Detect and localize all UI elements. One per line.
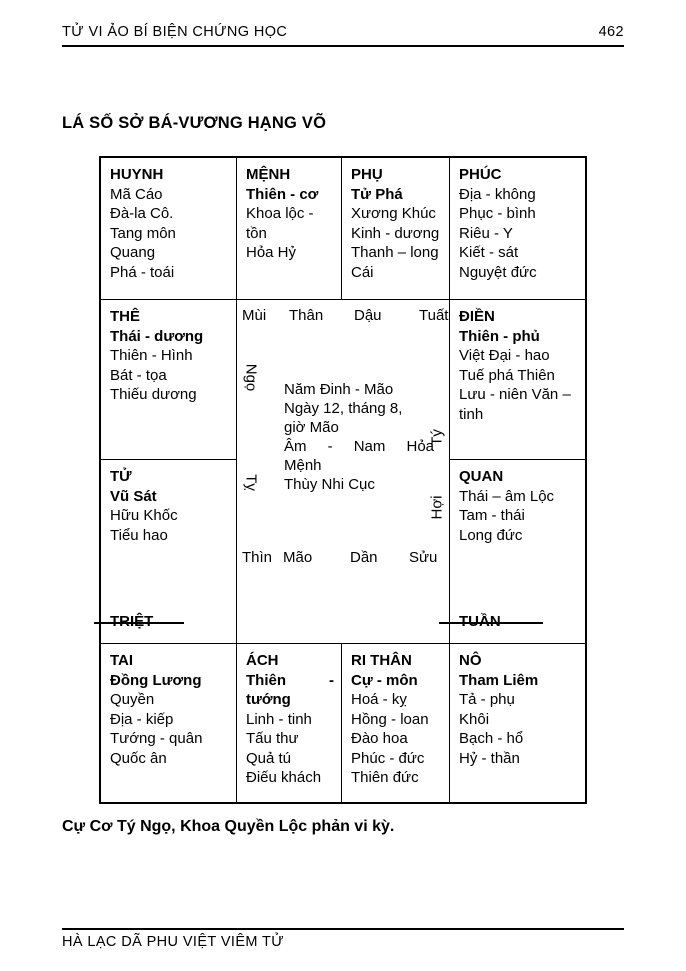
star-line: Quang — [110, 244, 156, 261]
star-line: Hữu Khốc — [110, 507, 178, 524]
palace-title: ĐIỀN — [459, 308, 495, 325]
star-line: Quyền — [110, 691, 155, 708]
birth-info-block — [284, 380, 434, 494]
tuan-marker — [459, 612, 501, 632]
branch-than: Thân — [289, 307, 324, 324]
birth-day-month: Ngày 12, tháng 8, — [284, 400, 403, 417]
star-line: Cái — [351, 263, 374, 281]
main-star-line: Thiên - tướng — [246, 671, 334, 708]
branch-suu: Sửu — [409, 549, 438, 566]
main-star-line: Tham Liêm — [459, 671, 539, 689]
star-line: Khôi — [459, 710, 490, 728]
branch-ngo-rotated: Ngọ — [242, 363, 260, 392]
star-line: Hỏa Hỷ — [246, 244, 297, 261]
star-line: Xương Khúc — [351, 205, 436, 222]
star-line: Địa - không — [459, 185, 536, 203]
palace-phuc — [450, 158, 585, 300]
star-line: Phá - toái — [110, 263, 175, 281]
palace-quan — [450, 460, 585, 644]
palace-title: PHÚC — [459, 166, 502, 183]
branch-ty-left-rotated: Tỵ — [242, 474, 260, 491]
palace-title: TỬ — [110, 468, 132, 485]
palace-dien — [450, 300, 585, 460]
palace-no — [450, 644, 585, 802]
star-line: Tả - phụ — [459, 691, 515, 708]
main-star-line: Thái - dương — [110, 327, 204, 345]
star-line: Phúc - đức — [351, 749, 425, 767]
bottom-note: Cự Cơ Tý Ngọ, Khoa Quyền Lộc phản vi kỳ. — [62, 818, 395, 835]
star-line: Linh - tinh — [246, 710, 312, 728]
main-star-line: Đồng Lương — [110, 671, 202, 689]
palace-title: HUYNH — [110, 166, 164, 183]
star-line: Bạch - hổ — [459, 730, 524, 747]
star-line: Thiên - Hình — [110, 347, 193, 364]
branch-tuat: Tuất — [419, 307, 449, 324]
palace-menh — [237, 158, 342, 300]
main-star-line: Cự - môn — [351, 671, 418, 689]
main-star-line: Vũ Sát — [110, 487, 157, 505]
tuvi-chart-table — [99, 156, 587, 804]
birth-year: Năm Đinh - Mão — [284, 381, 394, 398]
palace-title: ÁCH — [246, 652, 279, 669]
palace-phu — [342, 158, 450, 300]
palace-title: THÊ — [110, 308, 140, 325]
branch-thin: Thìn — [242, 549, 273, 566]
main-star-line: Tử Phá — [351, 185, 403, 203]
star-line: Nguyệt đức — [459, 263, 537, 281]
palace-the — [101, 300, 237, 460]
star-line: Thái – âm Lộc — [459, 487, 555, 505]
cuc-line: Thùy Nhi Cục — [284, 476, 375, 493]
page-number: 462 — [598, 24, 624, 40]
branch-ty-right-rotated: Tý — [428, 429, 446, 446]
star-line: Quả tú — [246, 749, 292, 767]
main-star-line: Thiên - cơ — [246, 185, 319, 203]
palace-rithan — [342, 644, 450, 802]
star-line: Riêu - Y — [459, 224, 513, 242]
star-line: Tiểu hao — [110, 526, 168, 544]
palace-title: TAI — [110, 652, 134, 669]
chart-center-cell — [237, 300, 450, 644]
tuan-strike-line — [439, 622, 543, 624]
star-line: Tấu thư — [246, 730, 299, 747]
page-header — [62, 24, 624, 47]
palace-tu — [101, 460, 237, 644]
star-line: Tam - thái — [459, 507, 525, 524]
star-line: Khoa lộc - tồn — [246, 205, 314, 242]
palace-ach — [237, 644, 342, 802]
palace-huynh — [101, 158, 237, 300]
running-title: TỬ VI ẢO BÍ BIỆN CHỨNG HỌC — [62, 24, 288, 40]
star-line: Thiên đức — [351, 769, 419, 786]
star-line: Kinh - dương — [351, 224, 440, 242]
branch-mui: Mùi — [242, 307, 267, 324]
palace-title: PHỤ — [351, 166, 383, 183]
palace-title: NÔ — [459, 652, 482, 669]
star-line: Phục - bình — [459, 205, 536, 222]
main-star-line: Thiên - phủ — [459, 327, 540, 345]
star-line: Thanh – long — [351, 244, 439, 261]
star-line: Quốc ân — [110, 749, 167, 767]
triet-strike-line — [94, 622, 184, 624]
footer-text: HÀ LẠC DÃ PHU VIỆT VIÊM TỬ — [62, 934, 285, 950]
star-line: Lưu - niên Văn – tinh — [459, 386, 571, 423]
triet-marker — [110, 612, 153, 632]
branch-hoi-rotated: Hợi — [428, 495, 446, 520]
star-line: Việt Đại - hao — [459, 347, 550, 364]
palace-title: MỆNH — [246, 166, 291, 183]
star-line: Điếu khách — [246, 769, 322, 786]
star-line: Địa - kiếp — [110, 710, 174, 728]
branch-dau: Dậu — [354, 307, 382, 324]
menh-word: Mệnh — [284, 457, 322, 474]
star-line: Long đức — [459, 526, 523, 544]
birth-hour: giờ Mão — [284, 419, 339, 436]
star-line: Mã Cáo — [110, 185, 163, 203]
star-line: Hỷ - thần — [459, 749, 520, 767]
palace-title: RI THÂN — [351, 652, 412, 669]
star-line: Hồng - loan — [351, 710, 429, 728]
star-line: Tang môn — [110, 224, 176, 242]
star-line: Tuế phá Thiên — [459, 366, 555, 384]
star-line: Đào hoa — [351, 730, 408, 747]
palace-tai — [101, 644, 237, 802]
branch-dan: Dần — [350, 549, 378, 566]
star-line: Đà-la Cô. — [110, 205, 174, 222]
star-line: Bát - tọa — [110, 366, 167, 384]
star-line: Hoá - kỵ — [351, 691, 407, 708]
palace-title: QUAN — [459, 468, 504, 485]
star-line: Tướng - quân — [110, 730, 203, 747]
chart-title: LÁ SỐ SỞ BÁ-VƯƠNG HẠNG VÕ — [62, 114, 327, 132]
branch-mao: Mão — [283, 549, 313, 566]
page-footer — [62, 928, 624, 950]
star-line: Thiếu dương — [110, 386, 197, 403]
yin-yang-gender: Âm - Nam Hỏa — [284, 438, 434, 455]
star-line: Kiết - sát — [459, 244, 519, 261]
